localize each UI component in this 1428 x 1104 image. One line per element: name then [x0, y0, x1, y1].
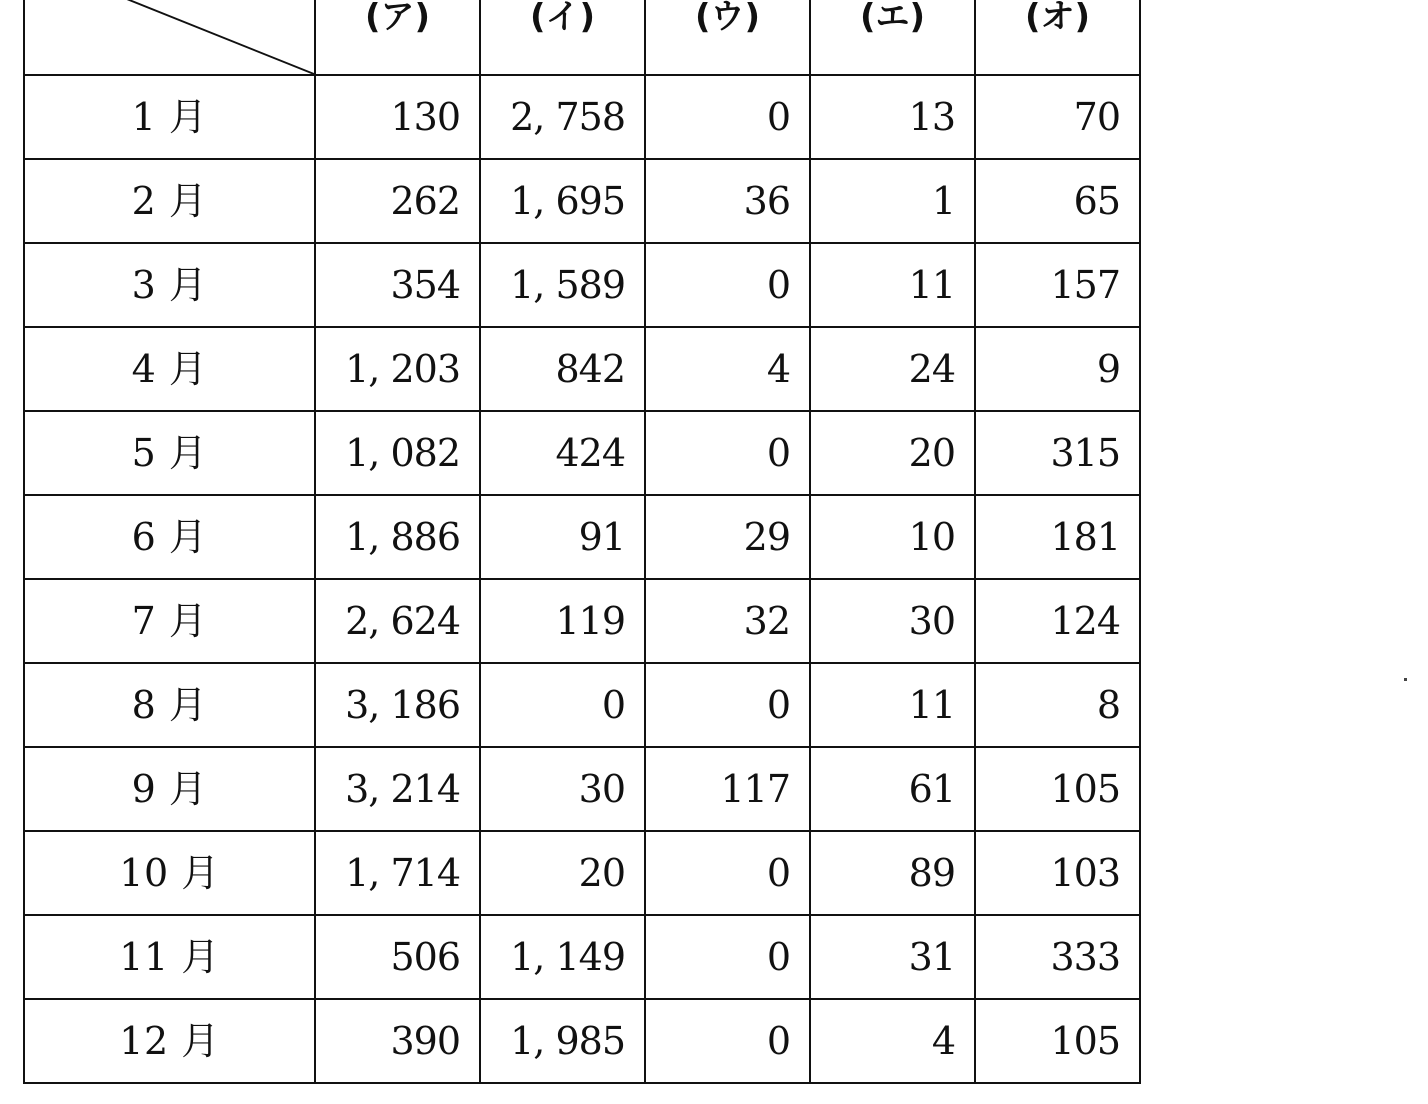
value-cell: 124: [975, 579, 1140, 663]
value-cell: 130: [315, 75, 480, 159]
column-header-a: (ア): [315, 0, 480, 75]
value-cell: 1, 985: [480, 999, 645, 1083]
value-cell: 20: [480, 831, 645, 915]
value-cell: 0: [645, 243, 810, 327]
table-row: [24, 915, 1140, 999]
table-body: [24, 75, 1140, 1083]
table-row: [24, 747, 1140, 831]
value-cell: 0: [645, 663, 810, 747]
diagonal-divider-icon: [25, 0, 314, 74]
value-cell: 13: [810, 75, 975, 159]
header-row: [24, 0, 1140, 75]
table-row: [24, 75, 1140, 159]
value-cell: 0: [645, 75, 810, 159]
value-cell: 1: [810, 159, 975, 243]
value-cell: 4: [810, 999, 975, 1083]
value-cell: 24: [810, 327, 975, 411]
table-row: [24, 327, 1140, 411]
value-cell: 354: [315, 243, 480, 327]
value-cell: 315: [975, 411, 1140, 495]
value-cell: 103: [975, 831, 1140, 915]
value-cell: 1, 714: [315, 831, 480, 915]
value-cell: 11: [810, 243, 975, 327]
value-cell: 390: [315, 999, 480, 1083]
value-cell: 0: [645, 831, 810, 915]
table-row: [24, 579, 1140, 663]
month-label-cell: 2 月: [24, 159, 315, 243]
value-cell: 36: [645, 159, 810, 243]
value-cell: 1, 695: [480, 159, 645, 243]
corner-header-cell: [24, 0, 315, 75]
value-cell: 31: [810, 915, 975, 999]
value-cell: 8: [975, 663, 1140, 747]
value-cell: 2, 758: [480, 75, 645, 159]
monthly-data-table: [23, 0, 1141, 1084]
value-cell: 105: [975, 999, 1140, 1083]
month-label-cell: 11 月: [24, 915, 315, 999]
month-label-cell: 5 月: [24, 411, 315, 495]
value-cell: 1, 886: [315, 495, 480, 579]
value-cell: 2, 624: [315, 579, 480, 663]
table-row: [24, 495, 1140, 579]
value-cell: 61: [810, 747, 975, 831]
table-row: [24, 999, 1140, 1083]
value-cell: 424: [480, 411, 645, 495]
value-cell: 105: [975, 747, 1140, 831]
value-cell: 30: [810, 579, 975, 663]
stray-dot: [1404, 678, 1407, 681]
value-cell: 65: [975, 159, 1140, 243]
value-cell: 119: [480, 579, 645, 663]
value-cell: 0: [480, 663, 645, 747]
table-row: [24, 411, 1140, 495]
column-header-e: (エ): [810, 0, 975, 75]
table-row: [24, 663, 1140, 747]
value-cell: 29: [645, 495, 810, 579]
table-row: [24, 831, 1140, 915]
month-label-cell: 6 月: [24, 495, 315, 579]
value-cell: 11: [810, 663, 975, 747]
value-cell: 1, 203: [315, 327, 480, 411]
value-cell: 3, 186: [315, 663, 480, 747]
value-cell: 1, 589: [480, 243, 645, 327]
value-cell: 262: [315, 159, 480, 243]
value-cell: 0: [645, 915, 810, 999]
value-cell: 20: [810, 411, 975, 495]
value-cell: 9: [975, 327, 1140, 411]
value-cell: 3, 214: [315, 747, 480, 831]
value-cell: 10: [810, 495, 975, 579]
value-cell: 70: [975, 75, 1140, 159]
value-cell: 157: [975, 243, 1140, 327]
value-cell: 333: [975, 915, 1140, 999]
value-cell: 1, 082: [315, 411, 480, 495]
column-header-u: (ウ): [645, 0, 810, 75]
table-row: [24, 243, 1140, 327]
value-cell: 0: [645, 411, 810, 495]
value-cell: 32: [645, 579, 810, 663]
month-label-cell: 10 月: [24, 831, 315, 915]
value-cell: 30: [480, 747, 645, 831]
month-label-cell: 8 月: [24, 663, 315, 747]
value-cell: 842: [480, 327, 645, 411]
value-cell: 1, 149: [480, 915, 645, 999]
month-label-cell: 4 月: [24, 327, 315, 411]
month-label-cell: 7 月: [24, 579, 315, 663]
value-cell: 4: [645, 327, 810, 411]
month-label-cell: 3 月: [24, 243, 315, 327]
value-cell: 89: [810, 831, 975, 915]
month-label-cell: 9 月: [24, 747, 315, 831]
column-header-o: (オ): [975, 0, 1140, 75]
value-cell: 506: [315, 915, 480, 999]
value-cell: 0: [645, 999, 810, 1083]
column-header-i: (イ): [480, 0, 645, 75]
table-row: [24, 159, 1140, 243]
value-cell: 117: [645, 747, 810, 831]
month-label-cell: 1 月: [24, 75, 315, 159]
value-cell: 91: [480, 495, 645, 579]
value-cell: 181: [975, 495, 1140, 579]
month-label-cell: 12 月: [24, 999, 315, 1083]
